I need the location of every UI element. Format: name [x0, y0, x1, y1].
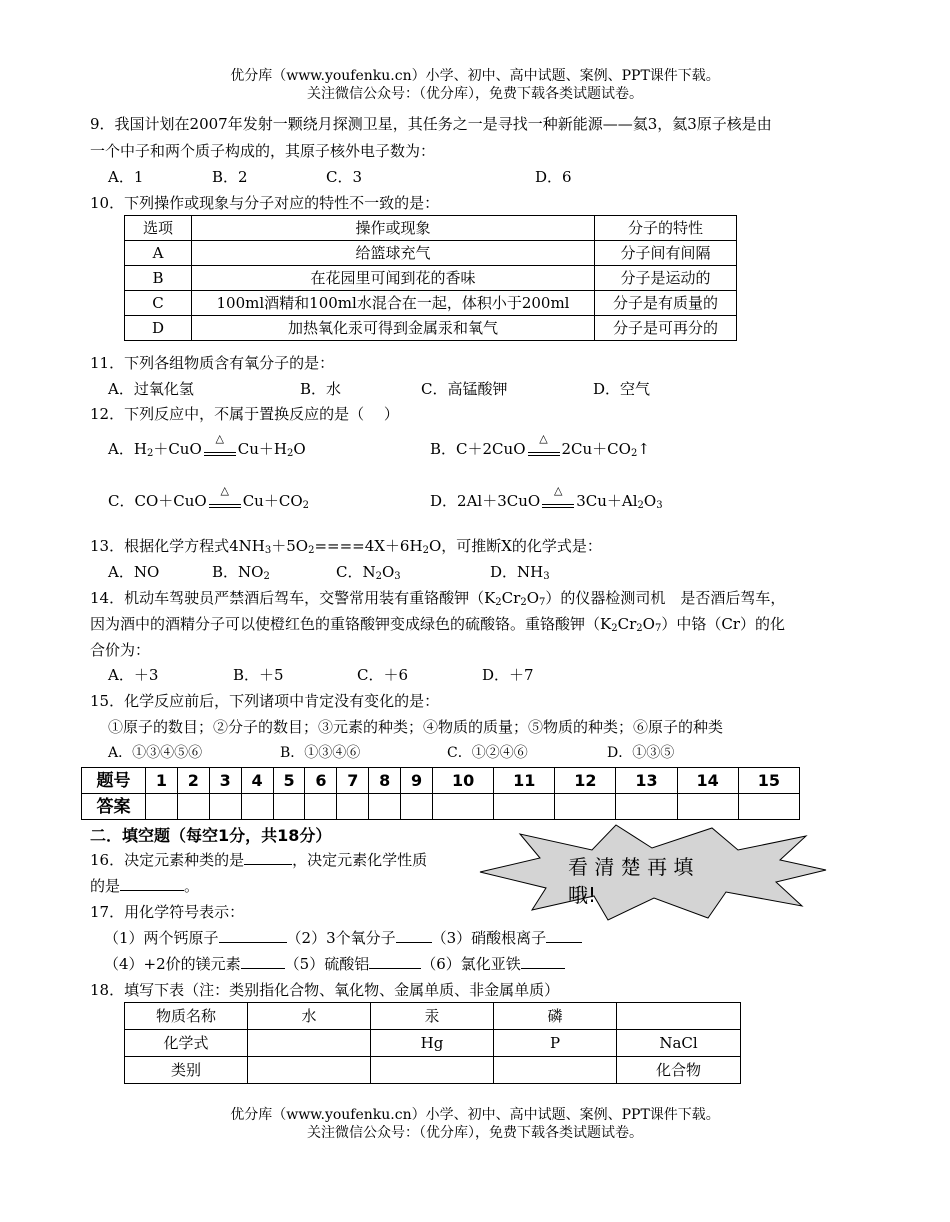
q18-cell: 水 — [248, 1003, 371, 1030]
answer-cell[interactable] — [177, 794, 209, 820]
burst-callout — [476, 822, 828, 922]
q10-cell: 100ml酒精和100ml水混合在一起，体积小于200ml — [192, 291, 595, 316]
q14-option-a: A．＋3 — [108, 666, 159, 684]
q9-option-d: D．6 — [535, 168, 572, 186]
burst-text-line1: 看 清 楚 再 填 — [568, 855, 694, 879]
answer-grid-number: 2 — [177, 768, 209, 794]
page-header-line1: 优分库（www.youfenku.cn）小学、初中、高中试题、案例、PPT课件下载。 — [230, 68, 720, 84]
q14-option-c: C．＋6 — [357, 666, 409, 684]
q18-cell[interactable] — [494, 1057, 617, 1084]
answer-grid-number: 7 — [337, 768, 369, 794]
answer-grid — [81, 767, 800, 820]
section-title: 二．填空题（每空1分，共18分） — [90, 826, 332, 845]
q18-cell: NaCl — [617, 1030, 741, 1057]
q18-cell: P — [494, 1030, 617, 1057]
q18-cell[interactable] — [371, 1057, 494, 1084]
answer-grid-number: 3 — [209, 768, 241, 794]
q10-header-operation: 操作或现象 — [192, 216, 595, 241]
q14-stem-line2: 因为酒中的酒精分子可以使橙红色的重铬酸钾变成绿色的硫酸铬。重铬酸钾$(K_2Cr_2O_7)$中铬（Cr）的化 — [90, 615, 785, 634]
answer-grid-number: 12 — [555, 768, 616, 794]
q15-items: ①原子的数目；②分子的数目；③元素的种类；④物质的质量；⑤物质的种类；⑥原子的种类 — [108, 718, 724, 736]
q9-stem-line1: 9．我国计划在2007年发射一颗绕月探测卫星，其任务之一是寻找一种新能源——氦3，氦3原子核是由 — [90, 115, 772, 133]
answer-grid-number: 13 — [616, 768, 677, 794]
q18-stem: 18．填写下表（注：类别指化合物、氧化物、金属单质、非金属单质） — [90, 981, 560, 999]
answer-grid-number: 15 — [738, 768, 799, 794]
q13-option-b: B．$NO_2$ — [212, 563, 270, 582]
q18-cell[interactable] — [248, 1030, 371, 1057]
answer-cell[interactable] — [337, 794, 369, 820]
q10-cell: 分子是运动的 — [595, 266, 737, 291]
q18-cell: 化合物 — [617, 1057, 741, 1084]
q13-option-d: D．$NH_3$ — [490, 563, 550, 582]
q12-option-b: B．C＋2CuO △ $2Cu+CO_2↑$ — [430, 432, 650, 459]
q18-cell: 磷 — [494, 1003, 617, 1030]
answer-cell[interactable] — [433, 794, 494, 820]
answer-grid-number-label: 题号 — [82, 768, 146, 794]
q18-cell[interactable] — [248, 1057, 371, 1084]
q9-option-b: B．2 — [212, 168, 248, 186]
q10-cell: 在花园里可闻到花的香味 — [192, 266, 595, 291]
answer-grid-number: 8 — [369, 768, 401, 794]
q15-option-c: C．①②④⑥ — [447, 745, 528, 761]
q10-cell: C — [125, 291, 192, 316]
heat-condition-icon: △ — [540, 490, 576, 506]
q10-header-option: 选项 — [125, 216, 192, 241]
q15-stem: 15．化学反应前后，下列诸项中肯定没有变化的是： — [90, 692, 440, 710]
q13-option-a: A．NO — [108, 563, 160, 581]
answer-grid-answer-label: 答案 — [82, 794, 146, 820]
q11-option-c: C．高锰酸钾 — [421, 380, 508, 398]
heat-condition-icon: △ — [202, 438, 238, 454]
q10-cell: D — [125, 316, 192, 341]
answer-cell[interactable] — [677, 794, 738, 820]
answer-grid-number: 9 — [401, 768, 433, 794]
q15-option-d: D．①③⑤ — [607, 745, 675, 761]
q14-stem-line1: 14．机动车驾驶员严禁酒后驾车，交警常用装有重铬酸钾$(K_2Cr_2O_7)$的仪器检测司机 是否酒后驾车， — [90, 589, 786, 608]
answer-grid-number: 11 — [494, 768, 555, 794]
q17-line2: （4）+2价的镁元素 （5）硫酸铝 （6）氯化亚铁 — [104, 953, 565, 975]
heat-condition-icon: △ — [207, 490, 243, 506]
answer-blank[interactable] — [546, 927, 582, 943]
q10-header-property: 分子的特性 — [595, 216, 737, 241]
q16-line1: 16．决定元素种类的是 ，决定元素化学性质 — [90, 851, 428, 869]
q9-option-c: C．3 — [326, 168, 363, 186]
q13-option-c: C．$N_2O_3$ — [336, 563, 401, 582]
answer-cell[interactable] — [738, 794, 799, 820]
q12-option-d: D．2Al＋3CuO △ $3Cu+Al_2O_3$ — [430, 484, 663, 511]
page-footer-line1: 优分库（www.youfenku.cn）小学、初中、高中试题、案例、PPT课件下载。 — [230, 1107, 720, 1123]
answer-cell[interactable] — [369, 794, 401, 820]
answer-blank[interactable] — [521, 953, 565, 969]
q18-table — [124, 1002, 741, 1084]
q17-line1: （1）两个钙原子 （2）3个氧分子 （3）硝酸根离子 — [104, 927, 582, 949]
q18-cell: 化学式 — [125, 1030, 248, 1057]
q10-cell: A — [125, 241, 192, 266]
q18-cell: 类别 — [125, 1057, 248, 1084]
answer-grid-number: 5 — [273, 768, 305, 794]
answer-grid-number: 6 — [305, 768, 337, 794]
page-header-line2: 关注微信公众号：（优分库），免费下载各类试题试卷。 — [307, 86, 643, 102]
q15-option-b: B．①③④⑥ — [280, 745, 361, 761]
q10-cell: 加热氧化汞可得到金属汞和氧气 — [192, 316, 595, 341]
q18-cell[interactable] — [617, 1003, 741, 1030]
q12-option-a: A．$H_2+CuO$ △ $Cu+H_2O$ — [108, 432, 306, 459]
q11-stem: 11．下列各组物质含有氧分子的是： — [90, 354, 335, 372]
q10-cell: 分子是可再分的 — [595, 316, 737, 341]
answer-cell[interactable] — [273, 794, 305, 820]
burst-text-line2: 哦! — [568, 883, 597, 907]
q14-stem-line3: 合价为： — [90, 641, 151, 659]
q18-cell: Hg — [371, 1030, 494, 1057]
answer-cell[interactable] — [616, 794, 677, 820]
answer-cell[interactable] — [209, 794, 241, 820]
q14-option-b: B．＋5 — [233, 666, 284, 684]
answer-grid-number: 4 — [241, 768, 273, 794]
q10-cell: 给篮球充气 — [192, 241, 595, 266]
q10-cell: 分子间有间隔 — [595, 241, 737, 266]
answer-cell[interactable] — [241, 794, 273, 820]
answer-cell[interactable] — [555, 794, 616, 820]
q10-table — [124, 215, 737, 341]
q15-option-a: A．①③④⑤⑥ — [108, 745, 203, 761]
q16-line2: 的是 。 — [90, 877, 200, 895]
q12-option-c: C．CO＋CuO △ $Cu+CO_2$ — [108, 484, 309, 511]
q17-stem: 17．用化学符号表示： — [90, 903, 245, 921]
q18-cell: 物质名称 — [125, 1003, 248, 1030]
q11-option-a: A．过氧化氢 — [108, 380, 194, 398]
q12-stem: 12．下列反应中，不属于置换反应的是（ ） — [90, 405, 399, 423]
q14-option-d: D．＋7 — [482, 666, 534, 684]
q10-cell: B — [125, 266, 192, 291]
q11-option-b: B．水 — [300, 380, 342, 398]
answer-grid-number: 1 — [146, 768, 178, 794]
answer-blank[interactable] — [120, 875, 184, 891]
answer-blank[interactable] — [219, 927, 287, 943]
q9-stem-line2: 一个中子和两个质子构成的，其原子核外电子数为： — [90, 142, 436, 160]
heat-condition-icon: △ — [526, 438, 562, 454]
answer-grid-number: 14 — [677, 768, 738, 794]
q18-cell: 汞 — [371, 1003, 494, 1030]
answer-blank[interactable] — [244, 849, 292, 865]
q13-stem: 13．根据化学方程式$4NH_3+5O_2====4X+6H_2O$，可推断X的化学式是： — [90, 537, 602, 556]
answer-grid-number: 10 — [433, 768, 494, 794]
q10-cell: 分子是有质量的 — [595, 291, 737, 316]
answer-cell[interactable] — [494, 794, 555, 820]
answer-cell[interactable] — [401, 794, 433, 820]
page-footer-line2: 关注微信公众号：（优分库），免费下载各类试题试卷。 — [307, 1125, 643, 1141]
q11-option-d: D．空气 — [593, 380, 651, 398]
answer-cell[interactable] — [305, 794, 337, 820]
answer-cell[interactable] — [146, 794, 178, 820]
q10-stem: 10．下列操作或现象与分子对应的特性不一致的是： — [90, 194, 440, 212]
q9-option-a: A．1 — [108, 168, 144, 186]
answer-blank[interactable] — [241, 953, 285, 969]
answer-blank[interactable] — [369, 953, 421, 969]
answer-blank[interactable] — [396, 927, 432, 943]
